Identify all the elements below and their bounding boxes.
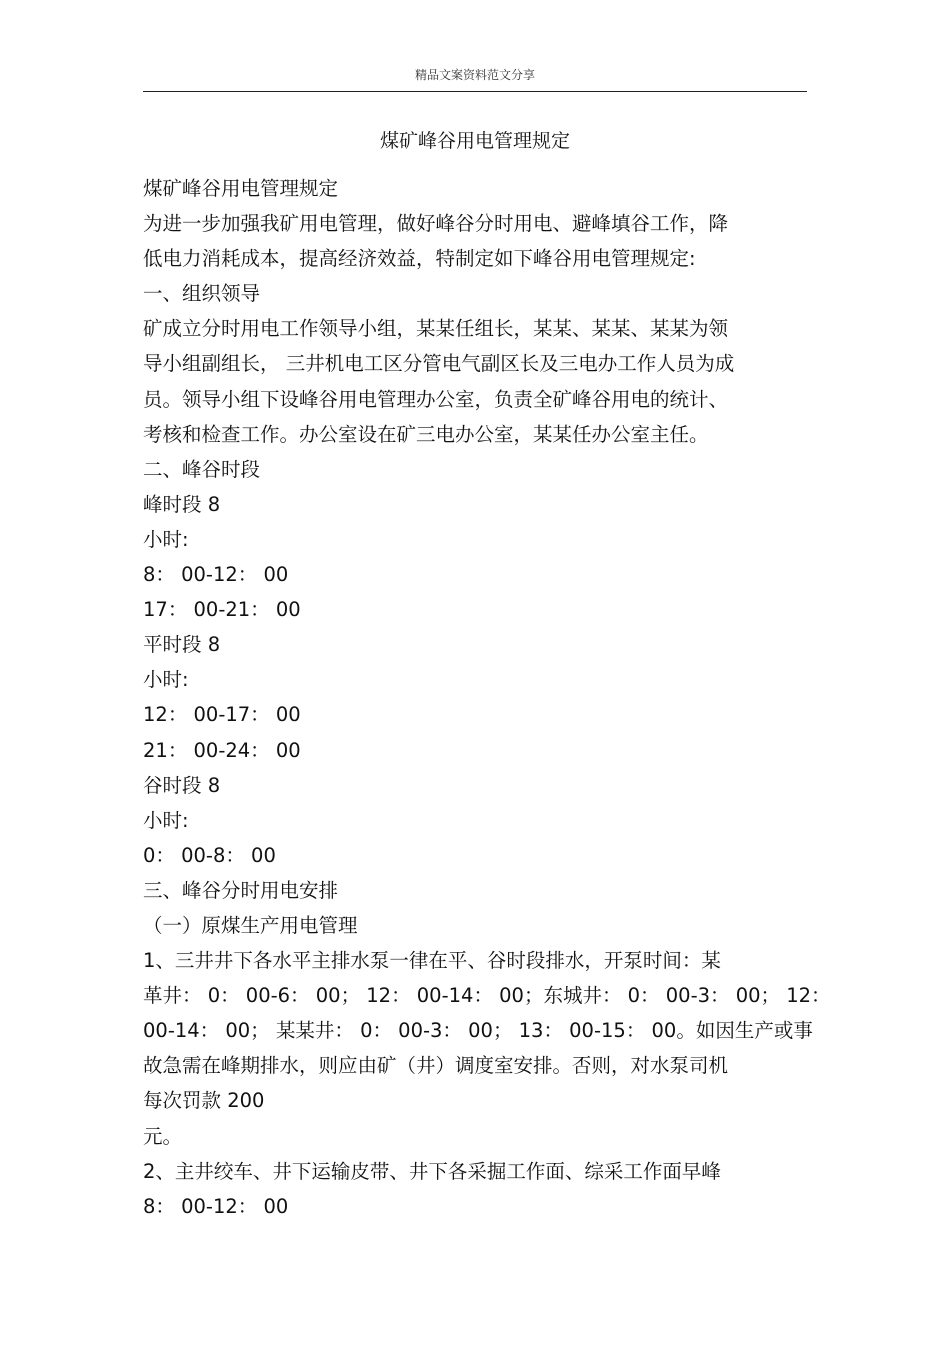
header-text: 精品文案资料范文分享	[414, 68, 535, 82]
body-line: 员。领导小组下设峰谷用电管理办公室，负责全矿峰谷用电的统计、	[143, 387, 729, 411]
time-range: 17： 00-21： 00	[143, 598, 301, 622]
document-body	[143, 171, 831, 1224]
body-line: 每次罚款 200	[143, 1089, 265, 1113]
body-line: 平时段 8	[143, 633, 221, 657]
body-line: 考核和检查工作。办公室设在矿三电办公室，某某任办公室主任。	[143, 422, 709, 446]
page-header	[143, 60, 807, 92]
body-line: 小时:	[143, 808, 189, 832]
body-line: 00-14： 00； 某某井： 0： 00-3： 00； 13： 00-15： 00。如因生产或事	[143, 1019, 813, 1043]
section-heading: 三、峰谷分时用电安排	[143, 878, 339, 902]
section-heading: 一、组织领导	[143, 282, 261, 306]
body-line: 1、三井井下各水平主排水泵一律在平、谷时段排水，开泵时间：某	[143, 949, 721, 973]
body-line: 2、主井绞车、井下运输皮带、井下各采掘工作面、综采工作面早峰	[143, 1159, 721, 1183]
body-line: 低电力消耗成本，提高经济效益，特制定如下峰谷用电管理规定:	[143, 247, 696, 271]
body-line: 矿成立分时用电工作领导小组，某某任组长，某某、某某、某某为领	[143, 317, 729, 341]
body-line: 为进一步加强我矿用电管理，做好峰谷分时用电、避峰填谷工作，降	[143, 212, 729, 236]
time-range: 0： 00-8： 00	[143, 843, 276, 867]
body-line: 峰时段 8	[143, 492, 221, 516]
body-line: 导小组副组长， 三井机电工区分管电气副区长及三电办工作人员为成	[143, 352, 735, 376]
body-line: 故急需在峰期排水，则应由矿（井）调度室安排。否则，对水泵司机	[143, 1054, 729, 1078]
body-line: 小时:	[143, 527, 189, 551]
time-range: 12： 00-17： 00	[143, 703, 301, 727]
subsection-heading: （一）原煤生产用电管理	[143, 913, 358, 937]
body-line: 元。	[143, 1124, 183, 1148]
body-line: 谷时段 8	[143, 773, 221, 797]
time-range: 8： 00-12： 00	[143, 1194, 289, 1218]
time-range: 21： 00-24： 00	[143, 738, 301, 762]
document-title: 煤矿峰谷用电管理规定	[379, 130, 570, 152]
body-line: 煤矿峰谷用电管理规定	[143, 177, 339, 200]
body-line: 小时:	[143, 668, 189, 692]
section-heading: 二、峰谷时段	[143, 457, 261, 481]
time-range: 8： 00-12： 00	[143, 563, 289, 587]
body-line: 革井： 0： 00-6： 00； 12： 00-14： 00；东城井： 0： 00-3： 00； 12：	[143, 984, 831, 1008]
